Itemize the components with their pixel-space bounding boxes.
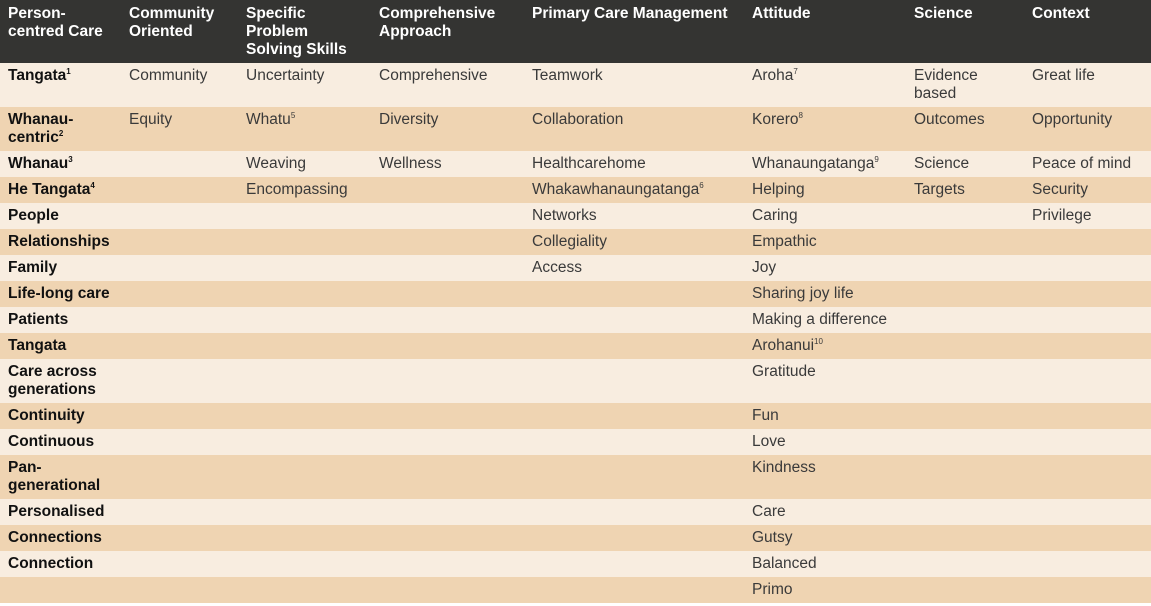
table-cell xyxy=(371,551,524,577)
cell-text: Kindness xyxy=(752,459,816,476)
table-cell xyxy=(371,359,524,403)
table-cell xyxy=(371,429,524,455)
table-cell xyxy=(906,281,1024,307)
header-person-centred-care: Person-centred Care xyxy=(0,0,121,63)
table-cell xyxy=(906,63,1024,107)
table-cell xyxy=(1024,455,1151,499)
table-cell xyxy=(371,499,524,525)
footnote-marker: 1 xyxy=(66,67,71,76)
table-cell xyxy=(1024,499,1151,525)
header-comprehensive-approach: Comprehensive Approach xyxy=(371,0,524,63)
table-row xyxy=(0,499,1151,525)
cell-text: Whanaungatanga xyxy=(752,155,875,172)
header-context: Context xyxy=(1024,0,1151,63)
table-cell xyxy=(1024,577,1151,603)
table-cell xyxy=(371,333,524,359)
cell-text: Whakawhanaungatanga xyxy=(532,181,700,198)
table-cell xyxy=(1024,551,1151,577)
table-cell xyxy=(744,359,906,403)
table-row xyxy=(0,359,1151,403)
table-cell xyxy=(121,577,238,603)
cell-text: Primo xyxy=(752,581,793,598)
table-row xyxy=(0,307,1151,333)
table-cell xyxy=(906,577,1024,603)
table-cell xyxy=(906,429,1024,455)
table-cell xyxy=(121,429,238,455)
table-cell xyxy=(238,151,371,177)
table-cell xyxy=(238,307,371,333)
table-cell xyxy=(238,525,371,551)
table-cell xyxy=(906,359,1024,403)
cell-text: Collaboration xyxy=(532,111,624,128)
cell-text: Evidence based xyxy=(914,67,978,102)
table-cell xyxy=(371,307,524,333)
table-cell xyxy=(1024,255,1151,281)
table-row xyxy=(0,229,1151,255)
table-cell xyxy=(524,499,744,525)
cell-text: Community xyxy=(129,67,208,84)
row-label-cell xyxy=(0,333,121,359)
table-cell xyxy=(121,307,238,333)
table-cell xyxy=(371,107,524,151)
table-cell xyxy=(371,577,524,603)
table-cell xyxy=(744,255,906,281)
table-cell xyxy=(1024,229,1151,255)
table-cell xyxy=(371,525,524,551)
table-cell xyxy=(906,525,1024,551)
cell-text: Gratitude xyxy=(752,363,816,380)
table-cell xyxy=(121,403,238,429)
cell-text: Comprehensive xyxy=(379,67,488,84)
table-cell xyxy=(238,403,371,429)
row-label: Connections xyxy=(8,529,102,546)
table-cell xyxy=(1024,107,1151,151)
table-cell xyxy=(121,203,238,229)
cell-text: Collegiality xyxy=(532,233,607,250)
table-row xyxy=(0,403,1151,429)
cell-text: Caring xyxy=(752,207,798,224)
footnote-marker: 5 xyxy=(290,111,296,120)
cell-text: Wellness xyxy=(379,155,442,172)
cell-text: Fun xyxy=(752,407,779,424)
table-cell xyxy=(121,359,238,403)
table-cell xyxy=(238,229,371,255)
row-label: Tangata xyxy=(8,67,67,84)
table-cell xyxy=(238,107,371,151)
row-label-cell xyxy=(0,151,121,177)
cell-text: Great life xyxy=(1032,67,1095,84)
footnote-marker: 7 xyxy=(793,67,798,76)
table-cell xyxy=(744,333,906,359)
table-cell xyxy=(744,151,906,177)
row-label: Whanau-centric xyxy=(8,111,74,146)
row-label-cell xyxy=(0,429,121,455)
table-cell xyxy=(744,63,906,107)
table-cell xyxy=(524,577,744,603)
table-cell xyxy=(238,255,371,281)
row-label: Pan-generational xyxy=(8,459,101,494)
table-cell xyxy=(121,525,238,551)
table-row xyxy=(0,203,1151,229)
footnote-marker: 2 xyxy=(58,129,64,138)
table-cell xyxy=(744,499,906,525)
table-cell xyxy=(121,281,238,307)
cell-text: Aroha xyxy=(752,67,794,84)
table-cell xyxy=(524,551,744,577)
table-cell xyxy=(744,307,906,333)
table-row xyxy=(0,551,1151,577)
table-cell xyxy=(238,359,371,403)
cell-text: Access xyxy=(532,259,582,276)
table-cell xyxy=(524,525,744,551)
row-label-cell xyxy=(0,281,121,307)
table-cell xyxy=(524,203,744,229)
row-label-cell xyxy=(0,229,121,255)
cell-text: Networks xyxy=(532,207,597,224)
row-label: Relationships xyxy=(8,233,110,250)
table-cell xyxy=(744,107,906,151)
table-cell xyxy=(121,551,238,577)
table-cell xyxy=(121,333,238,359)
table-cell xyxy=(1024,151,1151,177)
table-row xyxy=(0,429,1151,455)
row-label-cell xyxy=(0,203,121,229)
header-attitude: Attitude xyxy=(744,0,906,63)
table-row xyxy=(0,177,1151,203)
row-label-cell xyxy=(0,403,121,429)
table-cell xyxy=(121,499,238,525)
cell-text: Sharing joy life xyxy=(752,285,854,302)
row-label-cell xyxy=(0,455,121,499)
table-cell xyxy=(371,63,524,107)
table-cell xyxy=(906,255,1024,281)
row-label-cell xyxy=(0,359,121,403)
row-label: Tangata xyxy=(8,337,67,354)
table-cell xyxy=(744,281,906,307)
table-cell xyxy=(371,281,524,307)
row-label-cell xyxy=(0,177,121,203)
table-cell xyxy=(524,333,744,359)
table-cell xyxy=(238,63,371,107)
row-label: People xyxy=(8,207,59,224)
table-row xyxy=(0,455,1151,499)
table-cell xyxy=(744,551,906,577)
table-cell xyxy=(1024,203,1151,229)
footnote-marker: 4 xyxy=(90,181,95,190)
table-cell xyxy=(121,455,238,499)
table-cell xyxy=(906,333,1024,359)
row-label-cell xyxy=(0,107,121,151)
cell-text: Love xyxy=(752,433,786,450)
cell-text: Science xyxy=(914,155,970,172)
table-cell xyxy=(524,359,744,403)
header-specific-problem-solving-skills: Specific Problem Solving Skills xyxy=(238,0,371,63)
footnote-marker: 6 xyxy=(699,181,704,190)
header-science: Science xyxy=(906,0,1024,63)
table-cell xyxy=(371,229,524,255)
table-cell xyxy=(524,151,744,177)
table-cell xyxy=(524,255,744,281)
cell-text: Gutsy xyxy=(752,529,793,546)
table-cell xyxy=(744,177,906,203)
table-cell xyxy=(906,551,1024,577)
table-cell xyxy=(906,455,1024,499)
table-cell xyxy=(906,107,1024,151)
table-cell xyxy=(906,151,1024,177)
table-cell xyxy=(1024,333,1151,359)
table-cell xyxy=(744,403,906,429)
cell-text: Joy xyxy=(752,259,777,276)
table-cell xyxy=(238,281,371,307)
table-row xyxy=(0,577,1151,603)
table-cell xyxy=(744,525,906,551)
table-cell xyxy=(238,455,371,499)
table-cell xyxy=(371,255,524,281)
table-row xyxy=(0,525,1151,551)
row-label: Personalised xyxy=(8,503,105,520)
table-cell xyxy=(238,333,371,359)
table-cell xyxy=(371,403,524,429)
cell-text: Making a difference xyxy=(752,311,887,328)
table-cell xyxy=(1024,307,1151,333)
table-cell xyxy=(744,577,906,603)
table-cell xyxy=(524,63,744,107)
cell-text: Empathic xyxy=(752,233,817,250)
table-cell xyxy=(906,203,1024,229)
table-cell xyxy=(1024,403,1151,429)
footnote-marker: 9 xyxy=(874,155,879,164)
table-row xyxy=(0,255,1151,281)
row-label: Whanau xyxy=(8,155,69,172)
row-label: Patients xyxy=(8,311,69,328)
table-cell xyxy=(906,177,1024,203)
cell-text: Korero xyxy=(752,111,799,128)
cell-text: Uncertainty xyxy=(246,67,325,84)
table-cell xyxy=(238,203,371,229)
table-cell xyxy=(238,429,371,455)
table-cell xyxy=(1024,359,1151,403)
cell-text: Privilege xyxy=(1032,207,1092,224)
table-cell xyxy=(744,229,906,255)
table-cell xyxy=(371,455,524,499)
table-cell xyxy=(524,281,744,307)
row-label-cell xyxy=(0,525,121,551)
cell-text: Care xyxy=(752,503,786,520)
table-cell xyxy=(371,203,524,229)
table-cell xyxy=(1024,63,1151,107)
row-label: Care across generations xyxy=(8,363,97,398)
table-cell xyxy=(524,455,744,499)
table-cell xyxy=(371,151,524,177)
table-row xyxy=(0,333,1151,359)
header-primary-care-management: Primary Care Management xyxy=(524,0,744,63)
row-label: Family xyxy=(8,259,58,276)
table-cell xyxy=(906,307,1024,333)
table-row xyxy=(0,281,1151,307)
cell-text: Helping xyxy=(752,181,805,198)
cell-text: Healthcarehome xyxy=(532,155,646,172)
table-cell xyxy=(238,499,371,525)
row-label: Connection xyxy=(8,555,94,572)
cell-text: Opportunity xyxy=(1032,111,1113,128)
table-cell xyxy=(524,403,744,429)
table-cell xyxy=(906,403,1024,429)
table-cell xyxy=(1024,281,1151,307)
table-cell xyxy=(524,177,744,203)
row-label-cell xyxy=(0,307,121,333)
table-cell xyxy=(906,229,1024,255)
table-row xyxy=(0,151,1151,177)
cell-text: Balanced xyxy=(752,555,817,572)
table-cell xyxy=(744,429,906,455)
cell-text: Whatu xyxy=(246,111,291,128)
row-label: Continuous xyxy=(8,433,95,450)
table-cell xyxy=(121,255,238,281)
table-cell xyxy=(371,177,524,203)
table-cell xyxy=(1024,177,1151,203)
table-cell xyxy=(906,499,1024,525)
table-cell xyxy=(238,577,371,603)
row-label-cell xyxy=(0,255,121,281)
table-cell xyxy=(1024,429,1151,455)
table-cell xyxy=(121,107,238,151)
cell-text: Peace of mind xyxy=(1032,155,1132,172)
table-cell xyxy=(524,429,744,455)
table-cell xyxy=(121,63,238,107)
row-label: He Tangata xyxy=(8,181,91,198)
cell-text: Targets xyxy=(914,181,965,198)
row-label: Life-long care xyxy=(8,285,110,302)
table-body xyxy=(0,63,1151,603)
row-label: Continuity xyxy=(8,407,85,424)
table-cell xyxy=(524,307,744,333)
table-cell xyxy=(744,455,906,499)
table-cell xyxy=(524,229,744,255)
cell-text: Weaving xyxy=(246,155,307,172)
cell-text: Security xyxy=(1032,181,1088,198)
table-cell xyxy=(524,107,744,151)
cell-text: Arohanui xyxy=(752,337,815,354)
table-cell xyxy=(1024,525,1151,551)
row-label-cell xyxy=(0,577,121,603)
header-community-oriented: Community Oriented xyxy=(121,0,238,63)
cell-text: Diversity xyxy=(379,111,439,128)
cell-text: Equity xyxy=(129,111,173,128)
table-cell xyxy=(121,177,238,203)
table-cell xyxy=(238,551,371,577)
footnote-marker: 10 xyxy=(814,337,823,346)
header-row xyxy=(0,0,1151,63)
table-cell xyxy=(238,177,371,203)
table-cell xyxy=(121,229,238,255)
cell-text: Teamwork xyxy=(532,67,603,84)
row-label-cell xyxy=(0,63,121,107)
cell-text: Outcomes xyxy=(914,111,985,128)
row-label-cell xyxy=(0,499,121,525)
cell-text: Encompassing xyxy=(246,181,348,198)
table-row xyxy=(0,107,1151,151)
footnote-marker: 8 xyxy=(798,111,803,120)
row-label-cell xyxy=(0,551,121,577)
table-cell xyxy=(121,151,238,177)
table-cell xyxy=(744,203,906,229)
table-row xyxy=(0,63,1151,107)
footnote-marker: 3 xyxy=(68,155,73,164)
